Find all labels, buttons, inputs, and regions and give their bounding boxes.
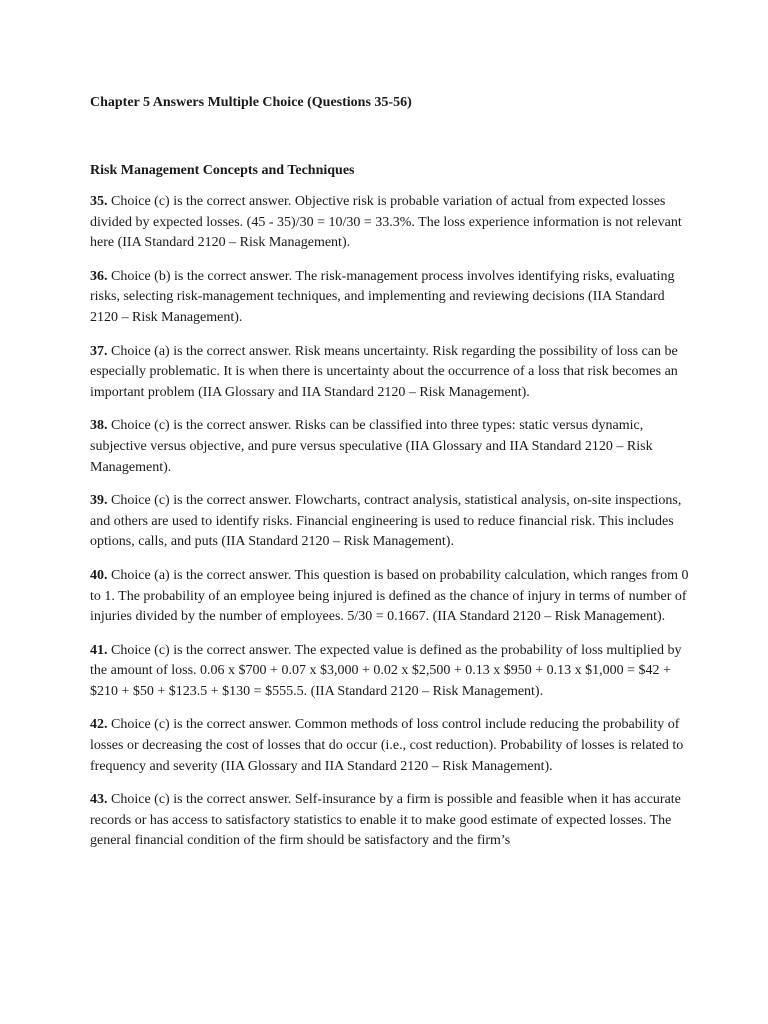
answer-text: Choice (c) is the correct answer. Objective risk is probable variation of actual from expected losses divided by expected losses. (45 - 35)/30 = 10/30 = 33.3%. The loss experience information is not relevant here (IIA Standard 2120 – Risk Management). — [90, 194, 682, 251]
answer-paragraph — [90, 566, 690, 628]
answer-text: Choice (c) is the correct answer. Flowcharts, contract analysis, statistical analysis, on-site inspections, and others are used to identify risks. Financial engineering is used to reduce financial risk. This includes options, calls, and puts (IIA Standard 2120 – Risk Management). — [90, 493, 682, 550]
answer-text: Choice (c) is the correct answer. Risks can be classified into three types: static versus dynamic, subjective versus objective, and pure versus speculative (IIA Glossary and IIA Standard 2120 – Risk Management). — [90, 418, 653, 475]
answer-text: Choice (c) is the correct answer. Self-insurance by a firm is possible and feasible when it has accurate records or has access to satisfactory statistics to enable it to make good estimate of expected losses. The general financial condition of the firm should be satisfactory and the firm’s — [90, 792, 681, 849]
answer-number: 42. — [90, 717, 108, 733]
answer-text: Choice (b) is the correct answer. The risk-management process involves identifying risks, evaluating risks, selecting risk-management techniques, and implementing and reviewing decisions (IIA Standard 2120 – Risk Management). — [90, 268, 675, 325]
answer-number: 37. — [90, 343, 108, 359]
answer-number: 39. — [90, 493, 108, 509]
answer-paragraph — [90, 342, 690, 404]
answer-text: Choice (a) is the correct answer. Risk means uncertainty. Risk regarding the possibility of loss can be especially problematic. It is when there is uncertainty about the occurrence of a loss that risk becomes an important problem (IIA Glossary and IIA Standard 2120 – Risk Management). — [90, 343, 678, 400]
answer-text: Choice (a) is the correct answer. This question is based on probability calculation, which ranges from 0 to 1. The probability of an employee being injured is defined as the chance of injury in terms of number of injuries divided by the number of employees. 5/30 = 0.1667. (IIA Standard 2120 – Risk Management). — [90, 567, 689, 625]
answer-number: 41. — [90, 642, 108, 658]
answer-text: Choice (c) is the correct answer. The expected value is defined as the probability of loss multiplied by the amount of loss. 0.06 x $700 + 0.07 x $3,000 + 0.02 x $2,500 + 0.13 x $950 + 0.13 x $1,000 = $42 + $210 + $50 + $123.5 + $130 = $555.5. (IIA Standard 2120 – Risk Management). — [90, 642, 682, 699]
answer-number: 35. — [90, 194, 108, 209]
answer-paragraph — [90, 641, 690, 703]
answer-number: 38. — [90, 418, 108, 434]
answer-paragraph — [90, 192, 690, 254]
answer-number: 40. — [90, 567, 108, 583]
answer-paragraph — [90, 790, 690, 852]
document-page — [90, 93, 690, 865]
answer-paragraph — [90, 267, 690, 329]
document-title: Chapter 5 Answers Multiple Choice (Questions 35-56) — [90, 95, 412, 110]
answer-number: 43. — [90, 792, 108, 808]
answer-text: Choice (c) is the correct answer. Common methods of loss control include reducing the probability of losses or decreasing the cost of losses that do occur (i.e., cost reduction). Probability of losses is related to frequency and severity (IIA Glossary and IIA Standard 2120 – Risk Management). — [90, 717, 684, 774]
answer-paragraph — [90, 715, 690, 777]
answer-paragraph — [90, 416, 690, 478]
answer-number: 36. — [90, 268, 108, 284]
section-heading: Risk Management Concepts and Techniques — [90, 163, 355, 178]
answer-list — [90, 192, 690, 852]
answer-paragraph — [90, 491, 690, 553]
